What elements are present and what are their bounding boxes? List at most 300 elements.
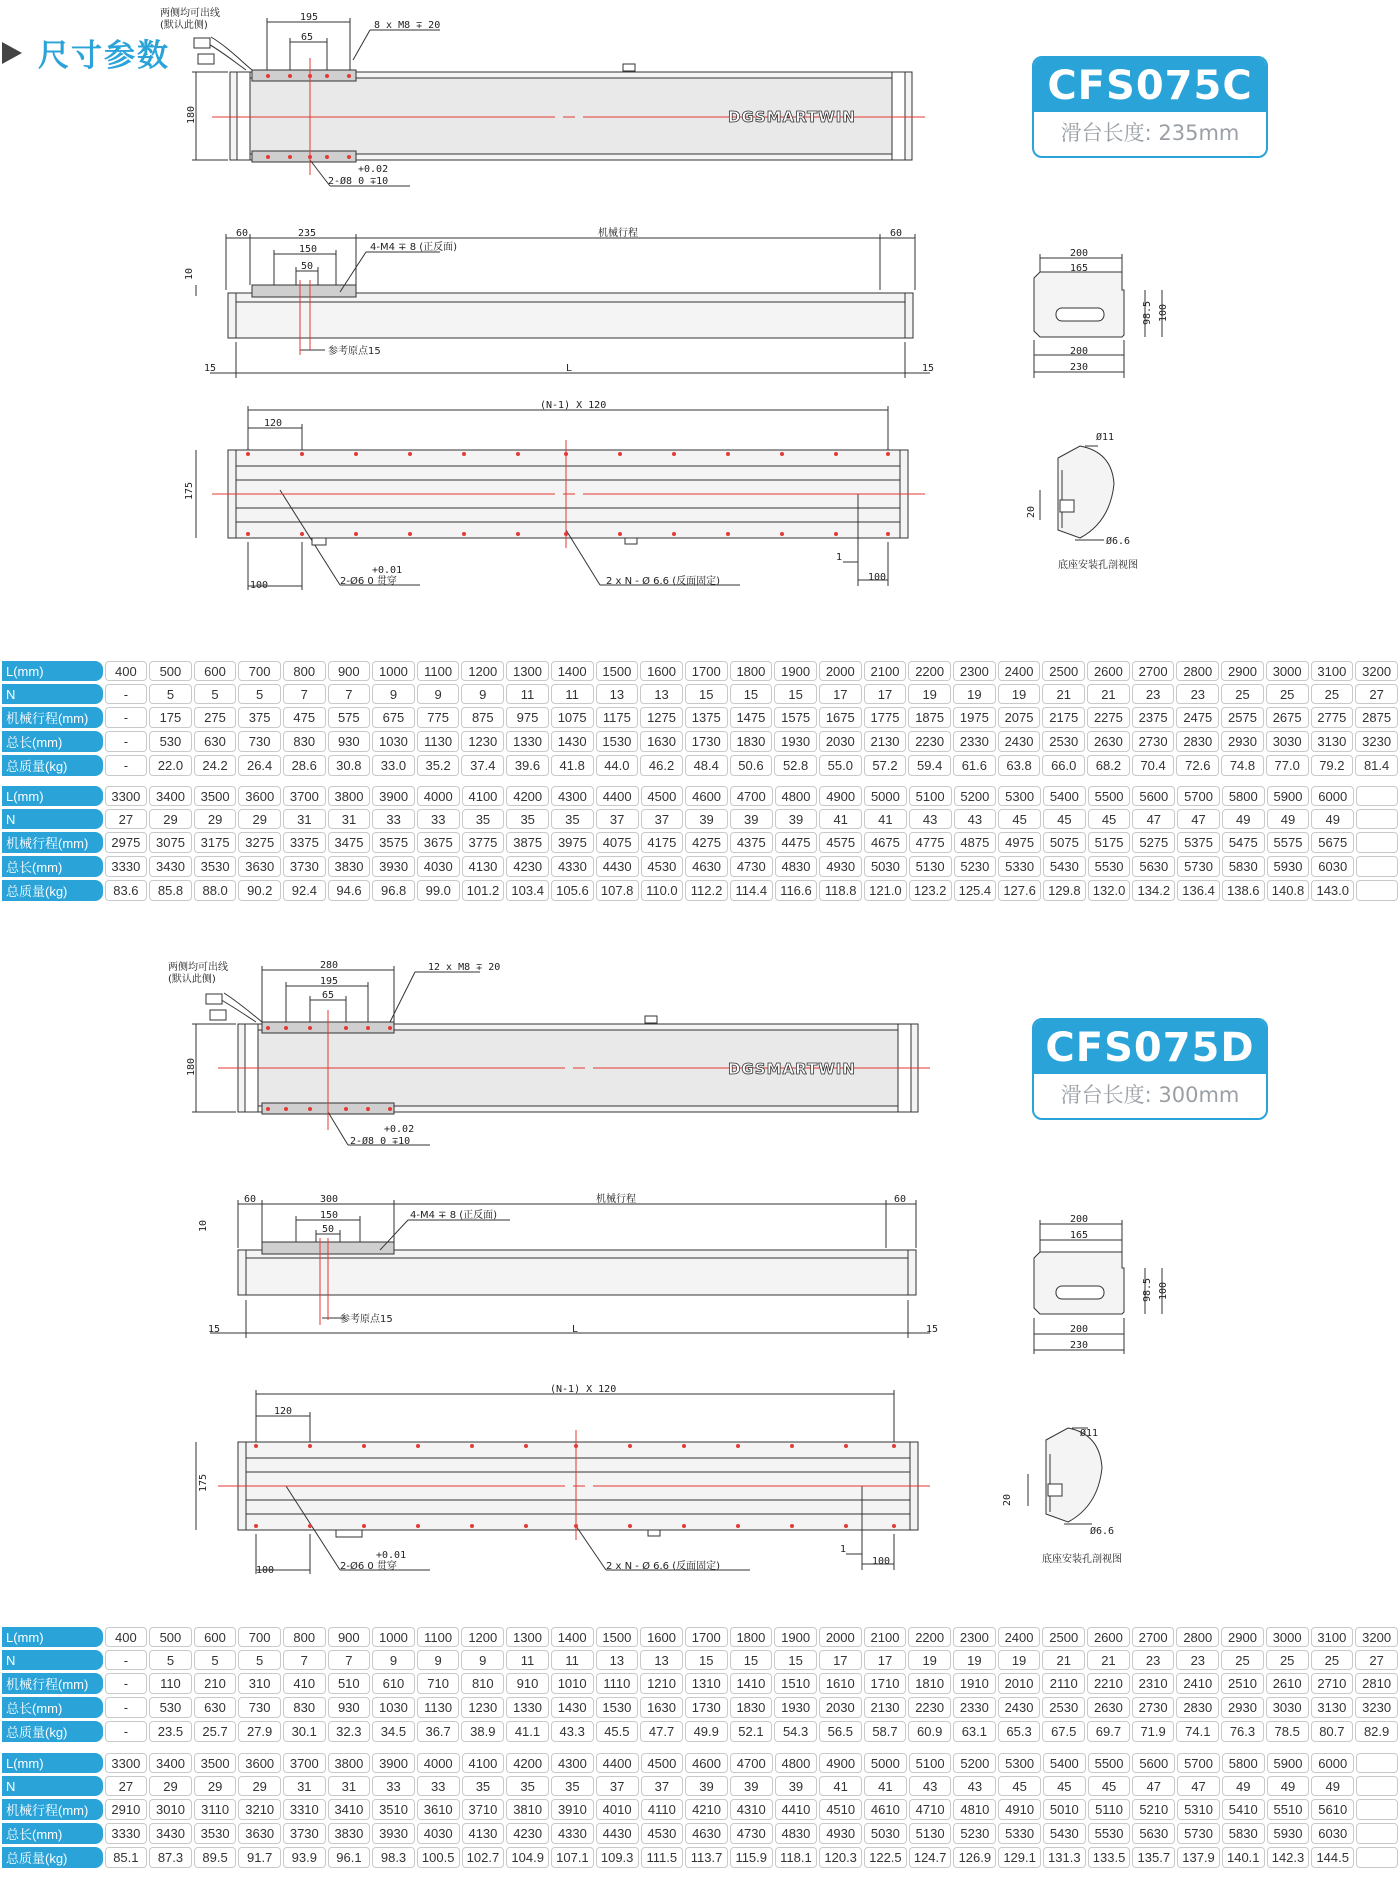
table-cell: 710 (417, 1673, 460, 1694)
row-label: 总质量(kg) (2, 1847, 103, 1868)
table-cell: 37 (596, 1776, 639, 1796)
table-cell: 4130 (462, 856, 505, 877)
table-cell: 2130 (864, 731, 907, 752)
table-cell: 775 (417, 707, 460, 728)
table-cell: 9 (417, 684, 460, 704)
table-cell: 1910 (953, 1673, 996, 1694)
table-cell: 82.9 (1355, 1721, 1398, 1742)
table-cell: 4230 (506, 1823, 549, 1844)
table-cell: 90.2 (238, 880, 281, 901)
table-cell: 7 (283, 684, 326, 704)
table-cell: 5500 (1088, 1753, 1131, 1773)
table-cell: 132.0 (1088, 880, 1131, 901)
table-cell: 1710 (864, 1673, 907, 1694)
table-cell: 25.7 (194, 1721, 237, 1742)
table-row (2, 707, 1398, 728)
table-cell: 500 (149, 1627, 192, 1647)
row-label: 机械行程(mm) (2, 1799, 103, 1820)
dim-label: 65 (301, 32, 314, 43)
table-cell: 43 (954, 809, 997, 829)
table-cell: 3900 (372, 786, 415, 806)
table-cell: 4410 (775, 1799, 818, 1820)
table-cell: 4610 (864, 1799, 907, 1820)
table-cell: 2030 (819, 1697, 862, 1718)
table-cell: 39 (730, 1776, 773, 1796)
table-cell: 600 (194, 1627, 237, 1647)
table-cell: 19 (998, 1650, 1041, 1670)
model-name: CFS075C (1034, 58, 1266, 112)
table-cell: 2200 (908, 661, 951, 681)
table-cell: 129.1 (998, 1847, 1041, 1868)
dim-label: 100 (256, 1565, 275, 1576)
table-cell: 5310 (1177, 1799, 1220, 1820)
table-row (2, 786, 1398, 806)
table-cell: 15 (774, 1650, 817, 1670)
table-cell: 1300 (506, 1627, 549, 1647)
table-cell: 910 (506, 1673, 549, 1694)
table-cell: 2000 (819, 661, 862, 681)
table-cell: 19 (908, 684, 951, 704)
hole-note: 2 x N - Ø 6.6 (反面固定) (606, 1561, 721, 1572)
dim-label: 180 (186, 105, 197, 124)
pin-note: 2-Ø8 0 ∓10 (328, 176, 389, 187)
table-cell: 4430 (596, 1823, 639, 1844)
table-cell: 23 (1176, 1650, 1219, 1670)
table-cell: 2400 (998, 1627, 1041, 1647)
table-cell: 475 (283, 707, 326, 728)
table-cell: 35.2 (417, 755, 460, 776)
table-cell: 2500 (1042, 1627, 1085, 1647)
table-cell: 2100 (864, 1627, 907, 1647)
model-name: CFS075D (1034, 1020, 1266, 1074)
table-cell: 17 (864, 1650, 907, 1670)
table-cell: 3510 (372, 1799, 415, 1820)
table-cell: 2730 (1132, 731, 1175, 752)
table-cell: 5500 (1088, 786, 1131, 806)
table-cell: 3700 (283, 786, 326, 806)
table-cell: 7 (283, 1650, 326, 1670)
dim-label: L (572, 1324, 579, 1335)
table-cell: 830 (283, 1697, 326, 1718)
table-cell: 100.5 (417, 1847, 460, 1868)
dim-label: 15 (204, 363, 217, 374)
table-cell: 3975 (551, 832, 594, 853)
dim-label: 200 (1070, 1214, 1089, 1225)
dim-label: Ø6.6 (1106, 536, 1131, 547)
table-cell: 5000 (864, 786, 907, 806)
table-cell: 35 (506, 809, 549, 829)
table-cell: 5375 (1177, 832, 1220, 853)
table-cell: 530 (149, 731, 192, 752)
table-cell: 5675 (1311, 832, 1354, 853)
row-label: 总质量(kg) (2, 880, 103, 901)
table-cell: 2175 (1042, 707, 1085, 728)
table-cell: 4330 (551, 1823, 594, 1844)
table-cell: 4230 (506, 856, 549, 877)
table-cell: 4710 (909, 1799, 952, 1820)
table-cell: 30.1 (283, 1721, 326, 1742)
table-cell: 2310 (1132, 1673, 1175, 1694)
table-cell: 41 (864, 1776, 907, 1796)
stroke-label: 机械行程 (598, 228, 638, 239)
table-cell: 3710 (462, 1799, 505, 1820)
table-cell: 43 (909, 809, 952, 829)
drawing-cfs075c (0, 0, 1400, 640)
table-cell: 39 (775, 809, 818, 829)
table-cell: 23.5 (149, 1721, 192, 1742)
table-cell: 47 (1177, 809, 1220, 829)
spec-table-c-2 (0, 783, 1400, 904)
table-cell: 310 (238, 1673, 281, 1694)
table-cell: 11 (551, 1650, 594, 1670)
table-cell: 2800 (1176, 661, 1219, 681)
table-cell: 3130 (1311, 731, 1354, 752)
table-cell: 44.0 (596, 755, 639, 776)
table-cell: 510 (328, 1673, 371, 1694)
table-cell: 3330 (105, 1823, 148, 1844)
table-cell: 9 (461, 1650, 504, 1670)
table-cell: 175 (149, 707, 192, 728)
dim-label: 98.5 (1142, 1277, 1153, 1302)
table-cell: 3230 (1355, 731, 1398, 752)
table-cell: 99.0 (417, 880, 460, 901)
table-cell: 5830 (1222, 856, 1265, 877)
table-cell: 1100 (417, 1627, 460, 1647)
table-cell: 1900 (774, 661, 817, 681)
table-cell: 2275 (1087, 707, 1130, 728)
table-cell: 5530 (1088, 856, 1131, 877)
table-cell: 5475 (1222, 832, 1265, 853)
row-label: 机械行程(mm) (2, 832, 103, 853)
table-cell: 3210 (238, 1799, 281, 1820)
table-cell: 89.5 (194, 1847, 237, 1868)
table-cell: 3010 (149, 1799, 192, 1820)
table-row (2, 1627, 1398, 1647)
table-cell: 1100 (417, 661, 460, 681)
tolerance-label: +0.01 (372, 565, 403, 576)
table-cell: 875 (461, 707, 504, 728)
table-cell: 1600 (640, 661, 683, 681)
table-cell: 1030 (372, 731, 415, 752)
table-cell: 5610 (1311, 1799, 1354, 1820)
table-cell: 1675 (819, 707, 862, 728)
table-cell: 21 (1042, 684, 1085, 704)
table-cell: 3200 (1355, 1627, 1398, 1647)
spec-table-d-2 (0, 1750, 1400, 1871)
dim-label: 280 (320, 960, 339, 971)
dim-label: 200 (1070, 248, 1089, 259)
table-cell: 2230 (908, 1697, 951, 1718)
table-cell: 25 (1311, 684, 1354, 704)
table-cell: 23 (1176, 684, 1219, 704)
table-cell: 1375 (685, 707, 728, 728)
table-cell: 4210 (685, 1799, 728, 1820)
table-cell: 58.7 (864, 1721, 907, 1742)
table-cell: 25 (1266, 1650, 1309, 1670)
table-cell: 50.6 (730, 755, 773, 776)
table-cell: 4100 (462, 786, 505, 806)
table-cell: 4775 (909, 832, 952, 853)
table-cell: 45 (1043, 809, 1086, 829)
table-cell: 3030 (1266, 1697, 1309, 1718)
table-cell: 4130 (462, 1823, 505, 1844)
table-cell: 118.1 (775, 1847, 818, 1868)
pitch-note: (N-1) X 120 (550, 1384, 617, 1395)
table-cell: 45 (1043, 1776, 1086, 1796)
table-cell: 9 (417, 1650, 460, 1670)
table-cell: 27 (105, 809, 148, 829)
table-cell: - (105, 684, 148, 704)
table-cell: 39 (775, 1776, 818, 1796)
table-cell: 25 (1221, 684, 1264, 704)
table-cell: 122.5 (864, 1847, 907, 1868)
table-cell: 1200 (461, 661, 504, 681)
table-cell: 39 (685, 1776, 728, 1796)
table-cell: 530 (149, 1697, 192, 1718)
table-cell: 3730 (283, 1823, 326, 1844)
table-cell: 113.7 (685, 1847, 728, 1868)
table-cell: 3230 (1355, 1697, 1398, 1718)
spec-table-d-1 (0, 1624, 1400, 1745)
table-cell: 3410 (328, 1799, 371, 1820)
table-row (2, 1673, 1398, 1694)
section-title: 尺寸参数 (38, 38, 170, 74)
table-cell: 4830 (775, 856, 818, 877)
table-cell: 5330 (998, 1823, 1041, 1844)
table-cell: 41 (819, 1776, 862, 1796)
table-cell: 4700 (730, 786, 773, 806)
table-cell (1356, 1823, 1398, 1844)
dim-label: 65 (322, 990, 335, 1001)
table-cell: 41.1 (506, 1721, 549, 1742)
table-row (2, 755, 1398, 776)
row-label: 总长(mm) (2, 856, 103, 877)
table-cell: 4010 (596, 1799, 639, 1820)
table-cell: 700 (238, 661, 281, 681)
table-cell: 47 (1177, 1776, 1220, 1796)
brand-logo: DGSMARTWIN (728, 108, 856, 126)
detail-caption: 底座安装孔剖视图 (1058, 560, 1138, 571)
table-cell: 4875 (954, 832, 997, 853)
hole-note: 12 x M8 ∓ 20 (428, 962, 501, 973)
dim-label: 15 (208, 1324, 221, 1335)
table-cell: 3600 (238, 1753, 281, 1773)
cable-note: 两侧均可出线 (168, 962, 228, 973)
detail-section (1046, 1428, 1102, 1522)
table-cell: 500 (149, 661, 192, 681)
table-cell: 35 (551, 1776, 594, 1796)
table-cell: 1830 (730, 1697, 773, 1718)
table-cell: 45 (998, 1776, 1041, 1796)
table-row (2, 1753, 1398, 1773)
table-cell: 1930 (774, 1697, 817, 1718)
table-cell: 4630 (685, 856, 728, 877)
table-row (2, 856, 1398, 877)
table-cell (1356, 1753, 1398, 1773)
table-cell: 4810 (953, 1799, 996, 1820)
table-cell: 45 (998, 809, 1041, 829)
table-cell: 2200 (908, 1627, 951, 1647)
table-cell: 1175 (596, 707, 639, 728)
table-cell: 4975 (998, 832, 1041, 853)
pitch-note: (N-1) X 120 (540, 400, 607, 411)
table-cell: 400 (105, 1627, 148, 1647)
table-cell: 2575 (1221, 707, 1264, 728)
table-cell: 2130 (864, 1697, 907, 1718)
table-cell: 1000 (372, 1627, 415, 1647)
table-cell: 33 (417, 1776, 460, 1796)
table-cell: 33 (372, 809, 415, 829)
table-cell: 74.8 (1221, 755, 1264, 776)
table-cell: 275 (194, 707, 237, 728)
table-cell: 3430 (149, 1823, 192, 1844)
table-cell: 1575 (774, 707, 817, 728)
table-cell: 77.0 (1266, 755, 1309, 776)
table-cell: 1830 (730, 731, 773, 752)
table-cell: 5330 (998, 856, 1041, 877)
table-cell: 2000 (819, 1627, 862, 1647)
table-cell: 17 (819, 1650, 862, 1670)
table-cell: 27.9 (238, 1721, 281, 1742)
table-cell: 4900 (819, 786, 862, 806)
table-cell: 120.3 (819, 1847, 862, 1868)
table-row (2, 1776, 1398, 1796)
table-cell: 5400 (1043, 1753, 1086, 1773)
table-row (2, 1823, 1398, 1844)
table-cell: 900 (328, 1627, 371, 1647)
table-cell: 49 (1311, 1776, 1354, 1796)
table-cell: 49.9 (685, 1721, 728, 1742)
table-cell: 5 (149, 684, 192, 704)
table-cell: 5930 (1267, 1823, 1310, 1844)
table-cell: 114.4 (730, 880, 773, 901)
thread-note: 4-M4 ∓ 8 (正反面) (370, 242, 458, 253)
table-cell: 126.9 (953, 1847, 996, 1868)
table-cell: 70.4 (1132, 755, 1175, 776)
table-cell: 13 (640, 684, 683, 704)
table-cell: 5830 (1222, 1823, 1265, 1844)
table-cell: 3030 (1266, 731, 1309, 752)
table-cell: 38.9 (461, 1721, 504, 1742)
table-cell: 3930 (372, 856, 415, 877)
table-cell: 15 (774, 684, 817, 704)
table-cell: 56.5 (819, 1721, 862, 1742)
table-cell: 29 (149, 1776, 192, 1796)
table-cell: 1500 (596, 1627, 639, 1647)
table-cell: 17 (819, 684, 862, 704)
table-cell: 19 (998, 684, 1041, 704)
table-cell: 4900 (819, 1753, 862, 1773)
table-row (2, 1697, 1398, 1718)
table-cell: 65.3 (998, 1721, 1041, 1742)
table-row (2, 1721, 1398, 1742)
dim-label: Ø11 (1080, 1428, 1099, 1439)
table-cell: 87.3 (149, 1847, 192, 1868)
table-cell: 19 (908, 1650, 951, 1670)
table-cell: 3575 (372, 832, 415, 853)
table-cell: 102.7 (462, 1847, 505, 1868)
table-cell: 4300 (551, 786, 594, 806)
spec-table-c-1 (0, 658, 1400, 779)
table-cell: 110 (149, 1673, 192, 1694)
dim-label: 50 (322, 1224, 335, 1235)
table-cell: 127.6 (998, 880, 1041, 901)
table-cell: 26.4 (238, 755, 281, 776)
table-cell: 5630 (1132, 1823, 1175, 1844)
table-cell: 134.2 (1132, 880, 1175, 901)
table-cell: 67.5 (1042, 1721, 1085, 1742)
table-cell: 600 (194, 661, 237, 681)
dim-label: 60 (890, 228, 903, 239)
table-cell: 4310 (730, 1799, 773, 1820)
table-cell: 2330 (953, 731, 996, 752)
table-cell: 5575 (1267, 832, 1310, 853)
table-cell: 1730 (685, 731, 728, 752)
table-cell: 2930 (1221, 1697, 1264, 1718)
table-cell: 22.0 (149, 755, 192, 776)
dim-label: L (566, 363, 573, 374)
table-cell: 3675 (417, 832, 460, 853)
ref-origin: 参考原点15 (340, 1314, 393, 1325)
table-cell: 3110 (194, 1799, 237, 1820)
table-cell: 5100 (909, 1753, 952, 1773)
table-cell: 2930 (1221, 731, 1264, 752)
table-cell: 3530 (194, 1823, 237, 1844)
table-cell: 15 (685, 1650, 728, 1670)
table-cell: 1600 (640, 1627, 683, 1647)
dim-label: 150 (299, 244, 318, 255)
table-cell: 29 (238, 809, 281, 829)
table-cell: 4500 (641, 786, 684, 806)
hole-note: 8 x M8 ∓ 20 (374, 20, 441, 31)
table-cell: 1775 (864, 707, 907, 728)
table-cell: 900 (328, 661, 371, 681)
table-cell: 2230 (908, 731, 951, 752)
table-cell: 630 (194, 1697, 237, 1718)
table-cell: 23 (1132, 1650, 1175, 1670)
table-cell: 19 (953, 684, 996, 704)
table-cell: 92.4 (283, 880, 326, 901)
table-cell: 5230 (953, 1823, 996, 1844)
table-cell: 5110 (1088, 1799, 1131, 1820)
table-cell: 47.7 (640, 1721, 683, 1742)
table-cell: 2700 (1132, 661, 1175, 681)
table-cell (1356, 1776, 1398, 1796)
dim-label: 60 (236, 228, 249, 239)
table-cell: 3275 (238, 832, 281, 853)
table-cell: 1000 (372, 661, 415, 681)
table-row (2, 1799, 1398, 1820)
table-cell: 34.5 (372, 1721, 415, 1742)
table-cell: 35 (462, 809, 505, 829)
table-cell: 5800 (1222, 1753, 1265, 1773)
table-cell: 2730 (1132, 1697, 1175, 1718)
table-cell: 6000 (1311, 786, 1354, 806)
table-cell: 3700 (283, 1753, 326, 1773)
table-cell: 5030 (864, 856, 907, 877)
table-cell: 30.8 (328, 755, 371, 776)
table-cell: 5600 (1132, 786, 1175, 806)
table-cell: 3730 (283, 856, 326, 877)
table-cell: 129.8 (1043, 880, 1086, 901)
table-cell: 54.3 (774, 1721, 817, 1742)
table-cell: 78.5 (1266, 1721, 1309, 1742)
table-cell: 72.6 (1176, 755, 1219, 776)
table-cell: 5730 (1177, 856, 1220, 877)
table-cell: 35 (506, 1776, 549, 1796)
table-cell: 610 (372, 1673, 415, 1694)
table-cell: 15 (685, 684, 728, 704)
